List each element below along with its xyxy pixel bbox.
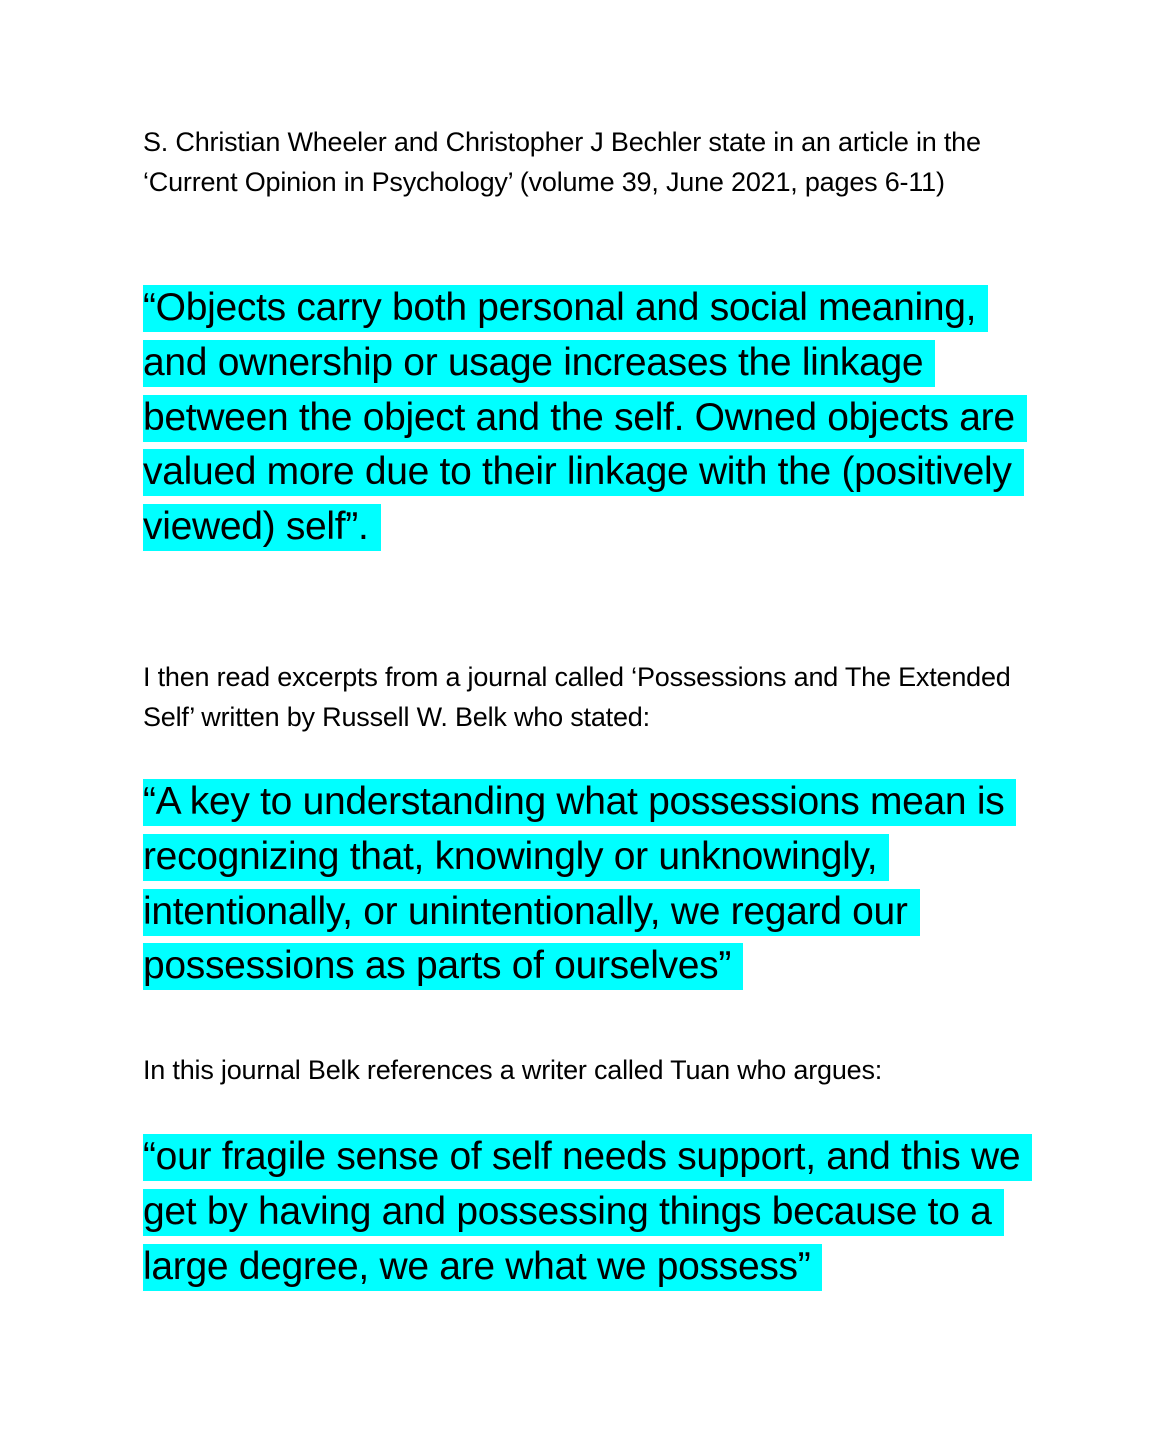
intro-paragraph-belk: I then read excerpts from a journal called ‘Possessions and The Extended Self’ written by Russell W. Belk who stated: [143,662,1011,732]
highlighted-quote-objects [143,281,1043,555]
quote-highlight-text: “our fragile sense of self needs support, and this we get by having and possessing things because to a large degree, we are what we possess” [143,1134,1032,1291]
highlighted-quote-fragile-self [143,1130,1043,1294]
intro-paragraph-wheeler-bechler: S. Christian Wheeler and Christopher J Bechler state in an article in the ‘Current Opinion in Psychology’ (volume 39, June 2021, pages 6-11) [143,127,981,197]
intro-paragraph-tuan: In this journal Belk references a writer called Tuan who argues: [143,1055,883,1085]
highlighted-quote-possessions [143,775,1043,994]
quote-highlight-text: “A key to understanding what possessions mean is recognizing that, knowingly or unknowingly, intentionally, or unintentionally, we regard our possessions as parts of ourselves” [143,779,1016,990]
quote-highlight-text: “Objects carry both personal and social meaning, and ownership or usage increases the linkage between the object and the self. Owned objects are valued more due to their linkage with the (positively viewed) self”. [143,285,1027,551]
